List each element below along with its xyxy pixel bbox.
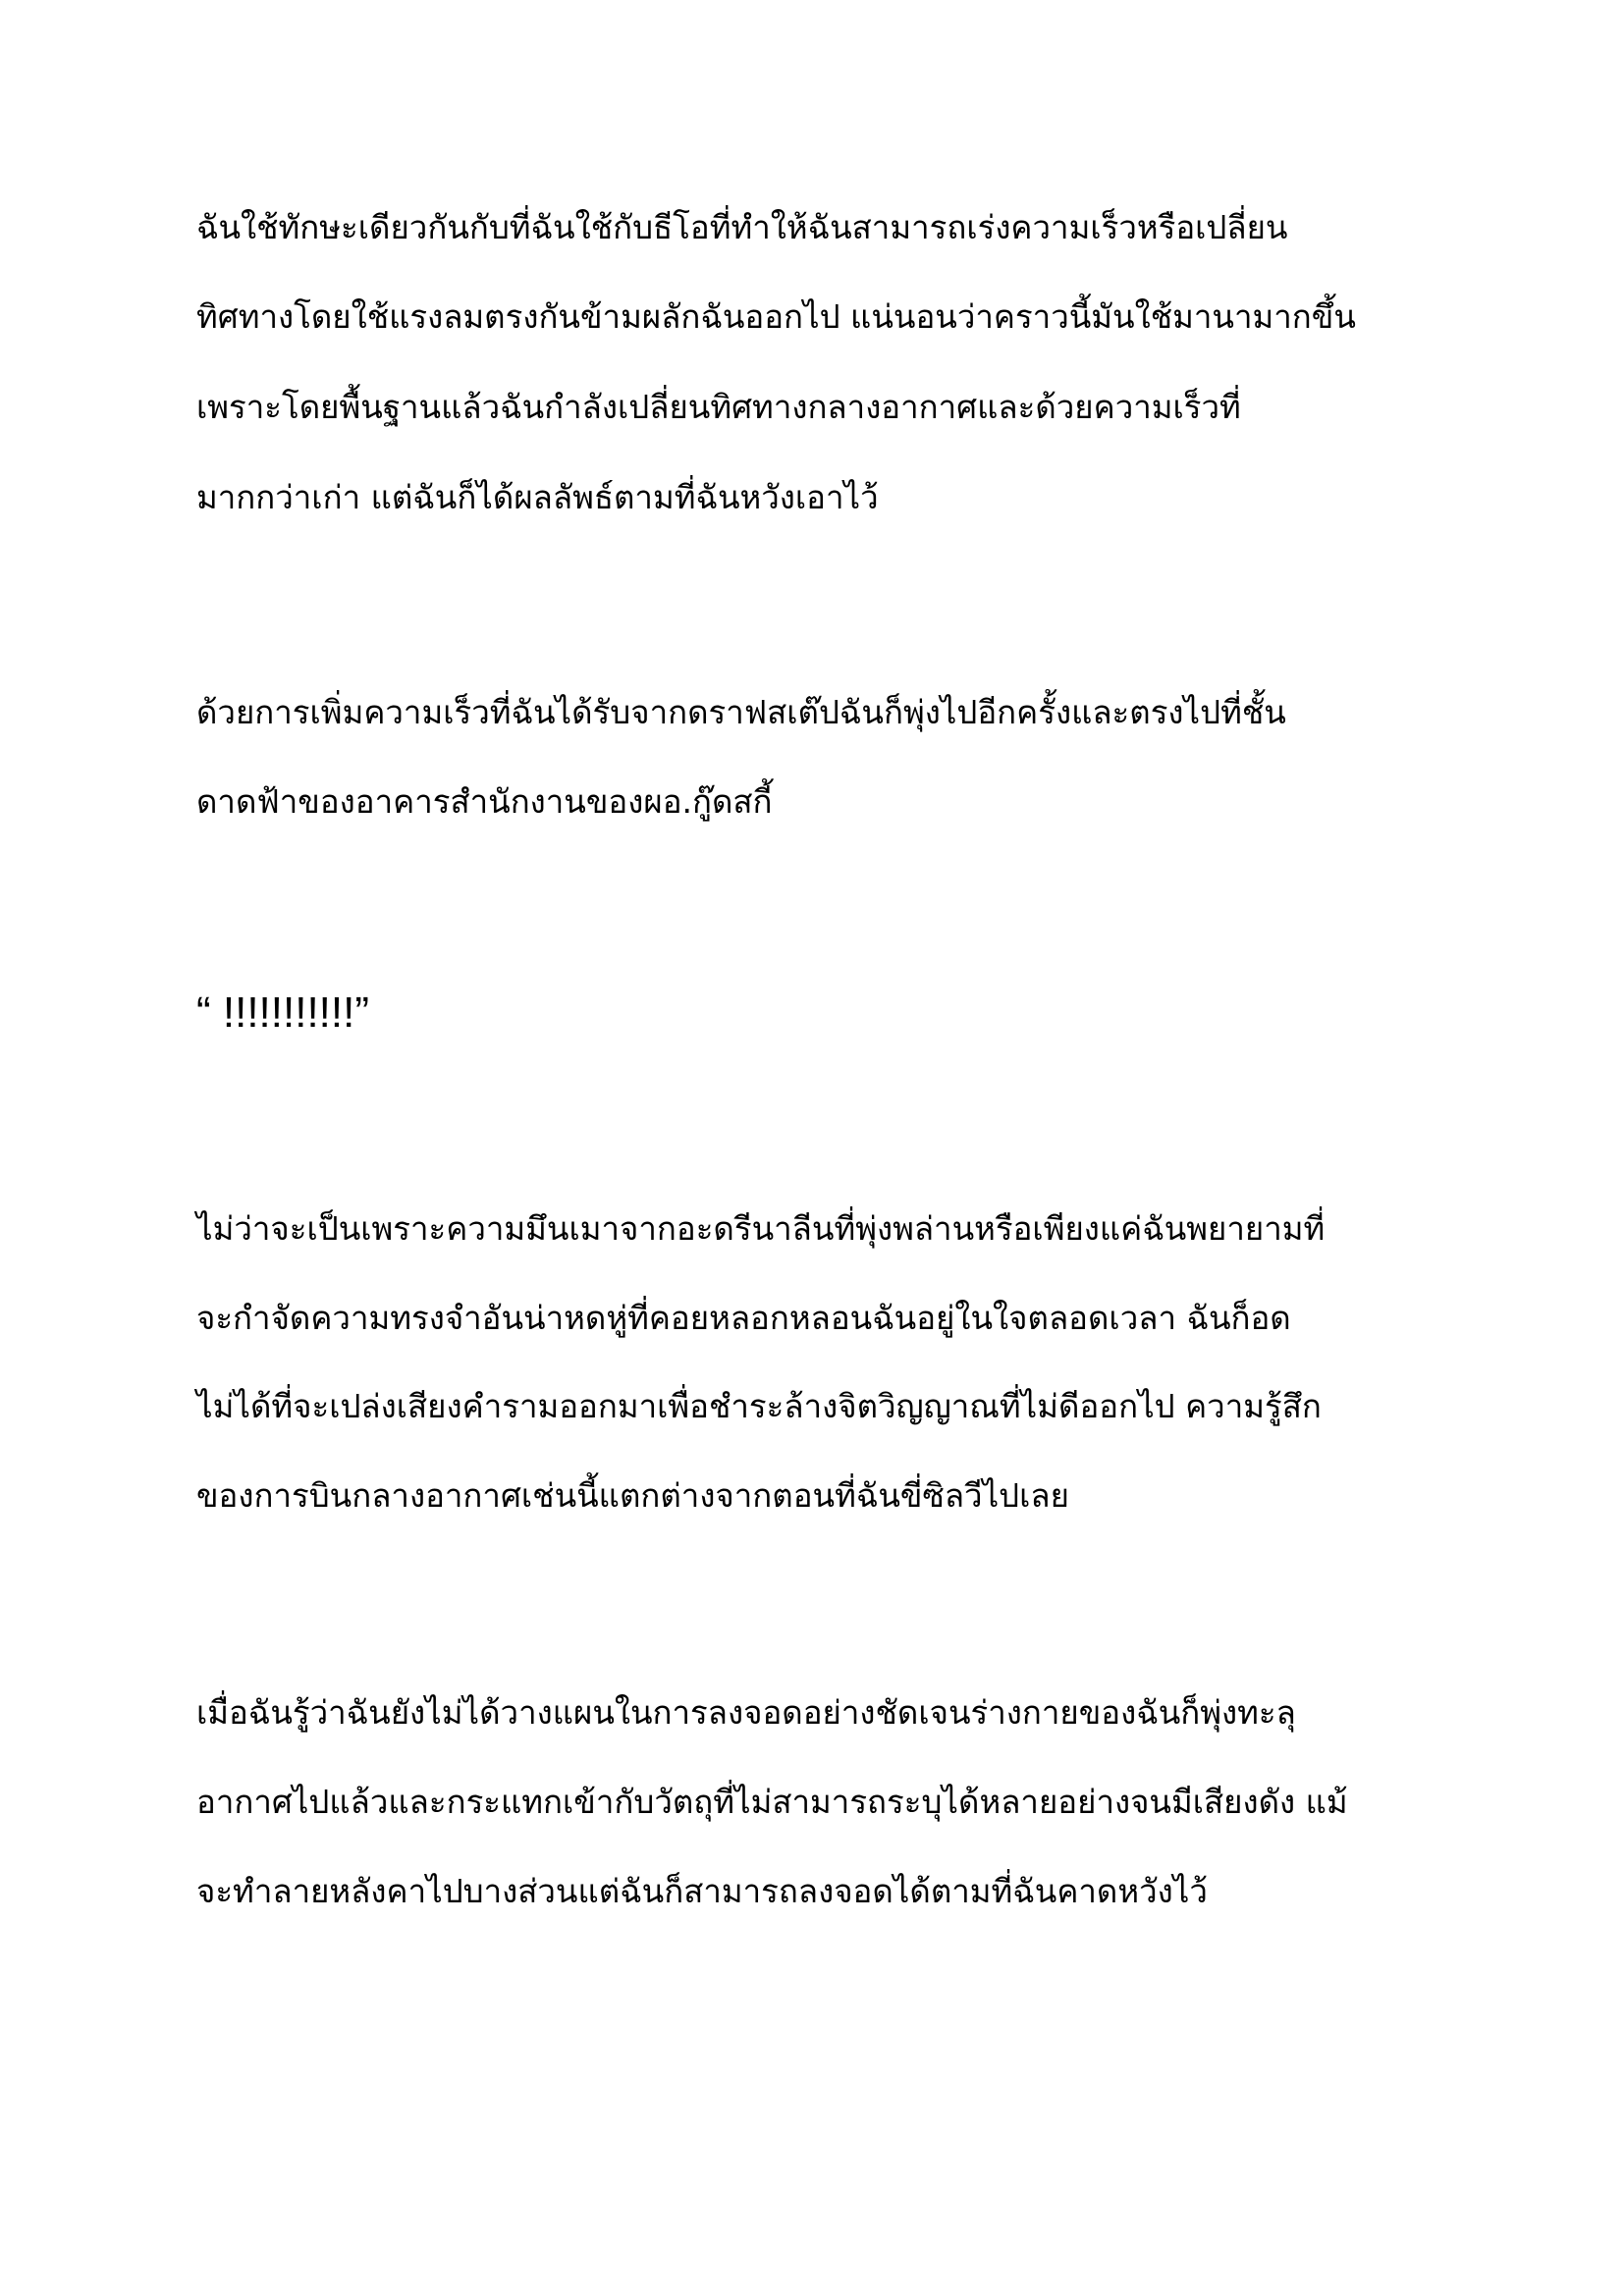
- paragraph-2-line-1: ด้วยการเพิ่มความเร็วที่ฉันได้รับจากดราฟสเต๊ปฉันก็พุ่งไปอีกครั้งและตรงไปที่ชั้น: [196, 693, 1286, 731]
- paragraph-2-line-2: ดาดฟ้าของอาคารสำนักงานของผอ.กู๊ดสกี้: [196, 782, 773, 821]
- paragraph-3-line-3: ไม่ได้ที่จะเปล่งเสียงคำรามออกมาเพื่อชำระล้างจิตวิญญาณที่ไม่ดีออกไป ความรู้สึก: [196, 1387, 1322, 1425]
- paragraph-4-line-3: จะทำลายหลังคาไปบางส่วนแต่ฉันก็สามารถลงจอดได้ตามที่ฉันคาดหวังไว้: [196, 1872, 1208, 1910]
- paragraph-4-line-1: เมื่อฉันรู้ว่าฉันยังไม่ได้วางแผนในการลงจอดอย่างชัดเจนร่างกายของฉันก็พุ่งทะลุ: [196, 1693, 1296, 1732]
- exclamation-line: “ !!!!!!!!!!!”: [196, 988, 369, 1037]
- paragraph-3-line-2: จะกำจัดความทรงจำอันน่าหดหู่ที่คอยหลอกหลอนฉันอยู่ในใจตลอดเวลา ฉันก็อด: [196, 1299, 1291, 1337]
- paragraph-4-line-2: อากาศไปแล้วและกระแทกเข้ากับวัตถุที่ไม่สามารถระบุได้หลายอย่างจนมีเสียงดัง แม้: [196, 1783, 1348, 1821]
- paragraph-3-line-4: ของการบินกลางอากาศเช่นนี้แตกต่างจากตอนที่ฉันขี่ซิลวีไปเลย: [196, 1476, 1069, 1515]
- paragraph-1-line-3: เพราะโดยพื้นฐานแล้วฉันกำลังเปลี่ยนทิศทางกลางอากาศและด้วยความเร็วที่: [196, 388, 1241, 426]
- paragraph-1-line-1: ฉันใช้ทักษะเดียวกันกับที่ฉันใช้กับธีโอที่ทำให้ฉันสามารถเร่งความเร็วหรือเปลี่ยน: [196, 208, 1288, 246]
- paragraph-1-line-4: มากกว่าเก่า แต่ฉันก็ได้ผลลัพธ์ตามที่ฉันหวังเอาไว้: [196, 478, 879, 516]
- paragraph-3-line-1: ไม่ว่าจะเป็นเพราะความมึนเมาจากอะดรีนาลีนที่พุ่งพล่านหรือเพียงแค่ฉันพยายามที่: [196, 1209, 1326, 1248]
- paragraph-1-line-2: ทิศทางโดยใช้แรงลมตรงกันข้ามผลักฉันออกไป แน่นอนว่าคราวนี้มันใช้มานามากขึ้น: [196, 297, 1356, 336]
